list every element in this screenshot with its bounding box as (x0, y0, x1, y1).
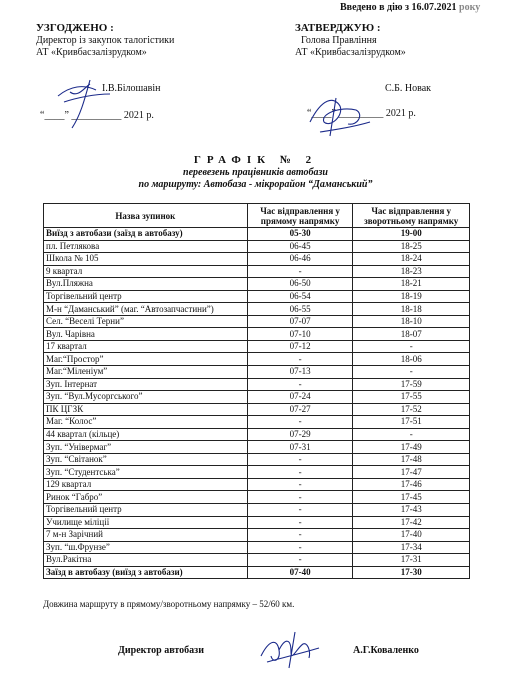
forward-time-cell: 05-30 (247, 228, 353, 241)
stop-name-cell: Сел. “Веселі Терни” (44, 315, 248, 328)
forward-time-cell: - (247, 353, 353, 366)
schedule-route: по маршруту: Автобаза - мікрорайон “Даманський” (138, 179, 373, 190)
return-time-cell: 17-31 (353, 554, 470, 567)
return-time-cell: 18-24 (353, 253, 470, 266)
table-row (44, 491, 470, 504)
schedule-heading: ГРАФІК № 2 (193, 154, 318, 166)
stop-name-cell: Ринок “Габро” (44, 491, 248, 504)
return-time-cell: 17-43 (353, 504, 470, 517)
table-row (44, 541, 470, 554)
stop-name-cell: 7 м-н Зарічний (44, 529, 248, 542)
stop-name-cell: Торгівельний центр (44, 504, 248, 517)
return-time-cell: 17-42 (353, 516, 470, 529)
stop-name-cell: Зуп. “Вул.Мусоргського” (44, 391, 248, 404)
agreed-block (36, 21, 174, 59)
table-row (44, 529, 470, 542)
stop-name-cell: Зуп. Інтернат (44, 378, 248, 391)
forward-time-cell: - (247, 453, 353, 466)
header-stop-name: Назва зупинок (44, 204, 248, 228)
forward-time-cell: 06-46 (247, 253, 353, 266)
return-time-cell: 18-07 (353, 328, 470, 341)
forward-time-cell: 07-40 (247, 566, 353, 579)
stop-name-cell: Виїзд з автобази (заїзд в автобазу) (44, 228, 248, 241)
return-time-cell: 17-49 (353, 441, 470, 454)
stop-name-cell: Маг.“Міленіум” (44, 366, 248, 379)
return-time-cell: 18-18 (353, 303, 470, 316)
stop-name-cell: Торгівельний центр (44, 290, 248, 303)
stop-name-cell: Школа № 105 (44, 253, 248, 266)
table-row (44, 441, 470, 454)
stop-name-cell: 9 квартал (44, 265, 248, 278)
table-row (44, 228, 470, 241)
stop-name-cell: М-н “Даманський” (маг. “Автозапчастини”) (44, 303, 248, 316)
effective-date-line (340, 2, 480, 14)
table-row (44, 566, 470, 579)
agreed-signature (50, 72, 130, 132)
table-row (44, 403, 470, 416)
forward-time-cell: - (247, 416, 353, 429)
stop-name-cell: Вул.Пляжна (44, 278, 248, 291)
forward-time-cell: 06-54 (247, 290, 353, 303)
agreed-title: УЗГОДЖЕНО : (36, 22, 114, 34)
forward-time-cell: 06-55 (247, 303, 353, 316)
return-time-cell: 17-30 (353, 566, 470, 579)
table-row (44, 366, 470, 379)
return-time-cell: 18-23 (353, 265, 470, 278)
effective-date: Введено в дію з 16.07.2021 (340, 2, 457, 13)
stop-name-cell: ПК ЦГЗК (44, 403, 248, 416)
table-row (44, 303, 470, 316)
stop-name-cell: Зуп. “Студентська” (44, 466, 248, 479)
agreed-position: Директор із закупок талогістики (36, 35, 175, 46)
header-return-time: Час відправлення у зворотньому напрямку (353, 204, 470, 228)
effective-date-suffix: року (459, 2, 481, 13)
director-name: А.Г.Коваленко (353, 645, 419, 656)
approved-signature (300, 92, 380, 140)
stop-name-cell: 17 квартал (44, 340, 248, 353)
forward-time-cell: 07-27 (247, 403, 353, 416)
stop-name-cell: Маг. “Колос” (44, 416, 248, 429)
stop-name-cell: Училище міліції (44, 516, 248, 529)
forward-time-cell: 07-12 (247, 340, 353, 353)
forward-time-cell: 07-24 (247, 391, 353, 404)
stop-name-cell: Зуп. “ш.Фрунзе” (44, 541, 248, 554)
return-time-cell: 17-59 (353, 378, 470, 391)
table-row (44, 554, 470, 567)
return-time-cell: 17-51 (353, 416, 470, 429)
forward-time-cell: 06-45 (247, 240, 353, 253)
table-row (44, 378, 470, 391)
stop-name-cell: 129 квартал (44, 478, 248, 491)
return-time-cell: 17-48 (353, 453, 470, 466)
return-time-cell: - (353, 366, 470, 379)
return-time-cell: 17-40 (353, 529, 470, 542)
return-time-cell: 17-34 (353, 541, 470, 554)
table-row (44, 240, 470, 253)
return-time-cell: - (353, 428, 470, 441)
approved-block (295, 21, 406, 59)
agreed-name: І.В.Білошавін (102, 83, 161, 94)
forward-time-cell: 07-10 (247, 328, 353, 341)
table-row (44, 290, 470, 303)
approved-position: Голова Правління (301, 35, 377, 46)
stop-name-cell: Маг.“Простор” (44, 353, 248, 366)
table-row (44, 328, 470, 341)
table-row (44, 340, 470, 353)
table-header-row (44, 204, 470, 228)
director-title: Директор автобази (118, 645, 204, 656)
stop-name-cell: Зуп. “Універмаг” (44, 441, 248, 454)
forward-time-cell: 07-13 (247, 366, 353, 379)
approved-company: АТ «Кривбасзалізрудком» (295, 47, 406, 58)
forward-time-cell: - (247, 504, 353, 517)
table-row (44, 265, 470, 278)
return-time-cell: 17-55 (353, 391, 470, 404)
table-row (44, 453, 470, 466)
forward-time-cell: - (247, 529, 353, 542)
approved-date: “____” _________ 2021 р. (307, 108, 416, 119)
forward-time-cell: - (247, 554, 353, 567)
route-length-note: Довжина маршруту в прямому/зворотньому напрямку – 52/60 км. (43, 599, 295, 609)
forward-time-cell: - (247, 478, 353, 491)
approved-name: С.Б. Новак (385, 83, 432, 94)
forward-time-cell: 07-07 (247, 315, 353, 328)
return-time-cell: 18-06 (353, 353, 470, 366)
approved-title: ЗАТВЕРДЖУЮ : (295, 22, 381, 34)
return-time-cell: 18-25 (353, 240, 470, 253)
forward-time-cell: 07-29 (247, 428, 353, 441)
table-row (44, 315, 470, 328)
table-row (44, 391, 470, 404)
stop-name-cell: Вул. Чарівна (44, 328, 248, 341)
forward-time-cell: - (247, 466, 353, 479)
return-time-cell: 18-10 (353, 315, 470, 328)
schedule-table-body (44, 228, 470, 579)
return-time-cell: 17-52 (353, 403, 470, 416)
table-row (44, 478, 470, 491)
stop-name-cell: Вул.Ракітна (44, 554, 248, 567)
stop-name-cell: Зуп. “Світанок” (44, 453, 248, 466)
return-time-cell: 17-47 (353, 466, 470, 479)
return-time-cell: 18-19 (353, 290, 470, 303)
forward-time-cell: - (247, 541, 353, 554)
return-time-cell: 17-46 (353, 478, 470, 491)
table-row (44, 353, 470, 366)
table-row (44, 466, 470, 479)
schedule-subtitle: перевезень працівників автобази (183, 167, 328, 178)
return-time-cell: - (353, 340, 470, 353)
table-row (44, 428, 470, 441)
forward-time-cell: - (247, 516, 353, 529)
return-time-cell: 18-21 (353, 278, 470, 291)
forward-time-cell: 06-50 (247, 278, 353, 291)
stop-name-cell: 44 квартал (кільце) (44, 428, 248, 441)
table-row (44, 504, 470, 517)
schedule-table (43, 203, 470, 579)
schedule-title-block (0, 153, 511, 191)
table-row (44, 516, 470, 529)
return-time-cell: 19-00 (353, 228, 470, 241)
forward-time-cell: - (247, 265, 353, 278)
agreed-date: “____” __________ 2021 р. (40, 110, 154, 121)
table-row (44, 416, 470, 429)
forward-time-cell: 07-31 (247, 441, 353, 454)
table-row (44, 253, 470, 266)
stop-name-cell: Заїзд в автобазу (виїзд з автобази) (44, 566, 248, 579)
agreed-company: АТ «Кривбасзалізрудком» (36, 47, 147, 58)
table-row (44, 278, 470, 291)
director-signature (255, 628, 325, 670)
stop-name-cell: пл. Петлякова (44, 240, 248, 253)
forward-time-cell: - (247, 491, 353, 504)
return-time-cell: 17-45 (353, 491, 470, 504)
header-forward-time: Час відправлення у прямому напрямку (247, 204, 353, 228)
forward-time-cell: - (247, 378, 353, 391)
